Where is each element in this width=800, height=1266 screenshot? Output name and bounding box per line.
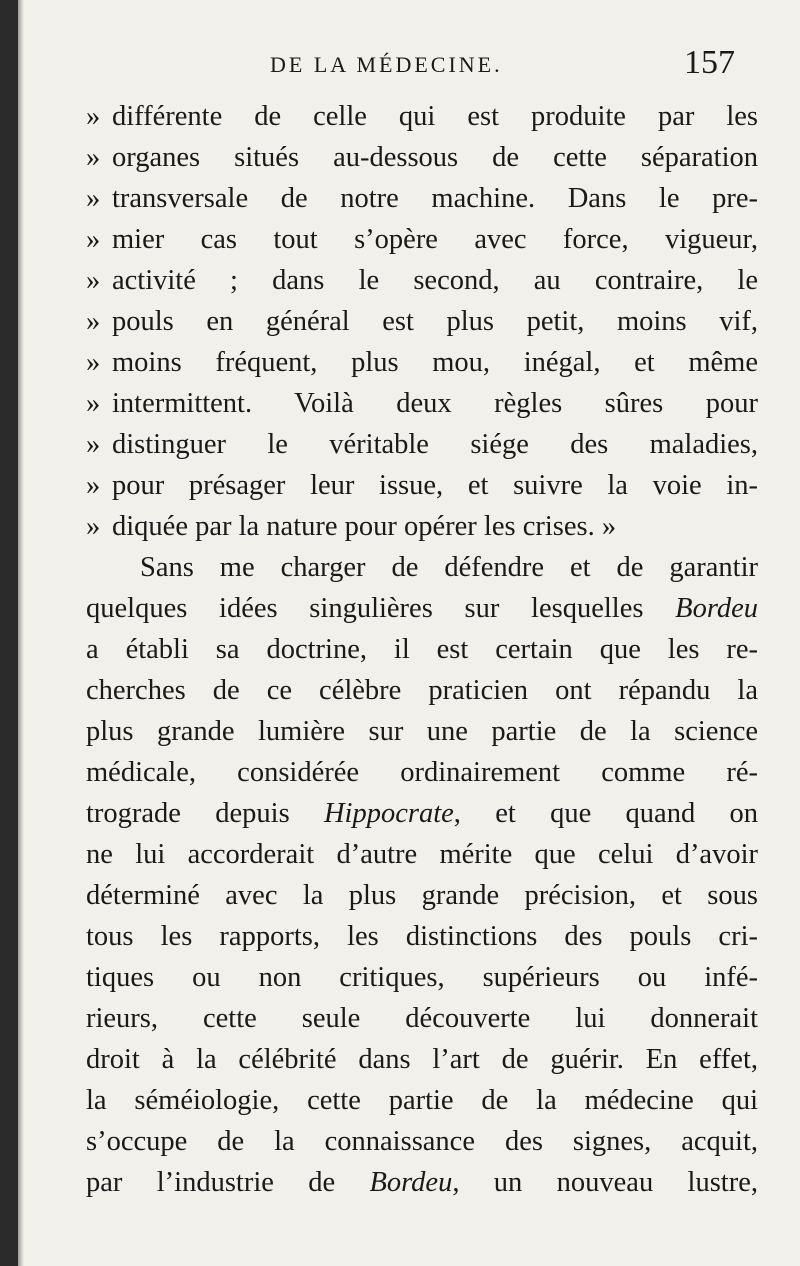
- book-page: [18, 0, 800, 1266]
- paragraph-text: , et que quand on: [453, 798, 758, 829]
- quote-line-text: diquée par la nature pour opérer les crises. »: [112, 511, 617, 542]
- quote-line-text: pouls en général est plus petit, moins vif,: [112, 306, 758, 337]
- paragraph-line: plus grande lumière sur une partie de la science: [86, 716, 758, 747]
- quote-mark: »: [86, 347, 101, 378]
- quote-line: [86, 178, 758, 219]
- quote-line-text: transversale de notre machine. Dans le pre-: [112, 183, 758, 214]
- quote-line-text: mier cas tout s’opère avec force, vigueur,: [112, 224, 758, 255]
- quote-line-text: pour présager leur issue, et suivre la voie in-: [112, 470, 758, 501]
- quote-mark: »: [86, 388, 101, 419]
- quote-line-text: moins fréquent, plus mou, inégal, et même: [112, 347, 758, 378]
- quote-line-text: activité ; dans le second, au contraire, le: [112, 265, 758, 296]
- paragraph-line: [86, 588, 758, 629]
- name-hippocrate: Hippocrate: [323, 798, 454, 829]
- quote-line: [86, 342, 758, 383]
- name-bordeu: Bordeu: [675, 593, 758, 624]
- paragraph-line: ne lui accorderait d’autre mérite que celui d’avoir: [86, 839, 758, 870]
- paragraph-line: tiques ou non critiques, supérieurs ou infé-: [86, 962, 758, 993]
- paragraph-line: droit à la célébrité dans l’art de guérir. En effet,: [86, 1044, 758, 1075]
- paragraph-text: par l’industrie de: [86, 1167, 370, 1198]
- paragraph-line: [86, 793, 758, 834]
- paragraph-line: cherches de ce célèbre praticien ont répandu la: [86, 675, 758, 706]
- quote-line: [86, 301, 758, 342]
- paragraph-line: tous les rapports, les distinctions des pouls cri-: [86, 921, 758, 952]
- quote-mark: »: [86, 306, 101, 337]
- quote-mark: »: [86, 429, 101, 460]
- quote-line-text: distinguer le véritable siége des maladies,: [112, 429, 758, 460]
- quote-mark: »: [86, 511, 101, 542]
- running-head: DE LA MÉDECINE.: [270, 52, 503, 77]
- paragraph-line: médicale, considérée ordinairement comme ré-: [86, 757, 758, 788]
- quote-mark: »: [86, 265, 101, 296]
- paragraph-text: trograde depuis: [86, 798, 324, 829]
- paragraph-line: la séméiologie, cette partie de la médecine qui: [86, 1085, 758, 1116]
- quote-line: [86, 260, 758, 301]
- quote-mark: »: [86, 224, 101, 255]
- quote-line: [86, 383, 758, 424]
- quote-line: [86, 424, 758, 465]
- page-edge-shadow: [18, 0, 24, 1266]
- text-block: [86, 96, 758, 1203]
- paragraph-line: a établi sa doctrine, il est certain que les re-: [86, 634, 758, 665]
- quote-line: [86, 137, 758, 178]
- paragraph-line: [86, 1162, 758, 1203]
- paragraph-line: rieurs, cette seule découverte lui donnerait: [86, 1003, 758, 1034]
- quote-line-text: intermittent. Voilà deux règles sûres pour: [112, 388, 758, 419]
- paragraph-line: déterminé avec la plus grande précision, et sous: [86, 880, 758, 911]
- quote-line-text: organes situés au-dessous de cette séparation: [112, 142, 758, 173]
- quote-line: [86, 465, 758, 506]
- paragraph-line: s’occupe de la connaissance des signes, acquit,: [86, 1126, 758, 1157]
- page-number: 157: [684, 44, 735, 81]
- paragraph-line: Sans me charger de défendre et de garantir: [140, 552, 758, 583]
- quote-mark: »: [86, 470, 101, 501]
- quote-mark: »: [86, 183, 101, 214]
- quote-line: [86, 96, 758, 137]
- quote-line: [86, 219, 758, 260]
- quote-line-text: différente de celle qui est produite par les: [112, 101, 758, 132]
- name-bordeu: Bordeu: [369, 1167, 453, 1198]
- paragraph-text: quelques idées singulières sur lesquelles: [86, 593, 676, 624]
- paragraph-text: , un nouveau lustre,: [452, 1167, 758, 1198]
- quote-line: [86, 506, 758, 547]
- quote-mark: »: [86, 101, 101, 132]
- quote-mark: »: [86, 142, 101, 173]
